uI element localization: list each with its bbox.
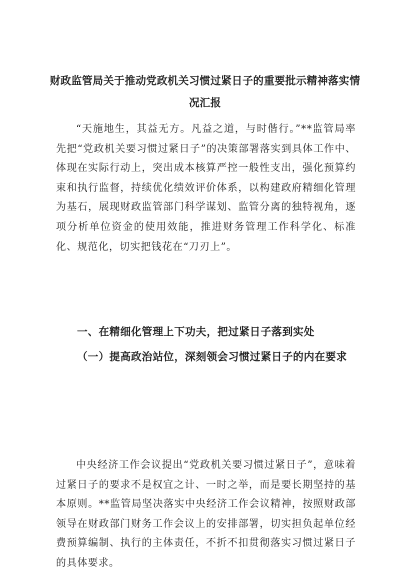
body-paragraph: 中央经济工作会议提出“党政机关要习惯过紧日子”，意味着过紧日子的要求不是权宜之计、一时之举，而是要长期坚持的基本原则。**监管局坚决落实中央经济工作会议精神，按照财政部领导在财政部门财务工作会议上的安排部署，切实担负起单位经费预算编制、执行的主体责任，不折不扣贯彻落实习惯过紧日子的具体要求。 xyxy=(56,460,356,569)
section-heading: 一、在精细化管理上下功夫，把过紧日子落到实处 xyxy=(77,326,315,338)
document-title: 财政监管局关于推动党政机关习惯过紧日子的重要批示精神落实情况汇报 xyxy=(49,75,361,109)
intro-paragraph: “天施地生，其益无方。凡益之道，与时偕行。”**监管局率先把“党政机关要习惯过紧日子”的决策部署落实到具体工作中、体现在实际行动上，突出成本核算严控一般性支出，强化预算约束和执行监督，持续优化绩效评价体系，以构建政府精细化管理为基石，展现财政监管部门科学谋划、监管分离的独特视角，逐项分析单位资金的使用效能，推进财务管理工作科学化、标准化、规范化，切实把钱花在“刀刃上”。 xyxy=(56,124,356,253)
subsection-heading: （一）提高政治站位，深刻领会习惯过紧日子的内在要求 xyxy=(77,351,347,363)
